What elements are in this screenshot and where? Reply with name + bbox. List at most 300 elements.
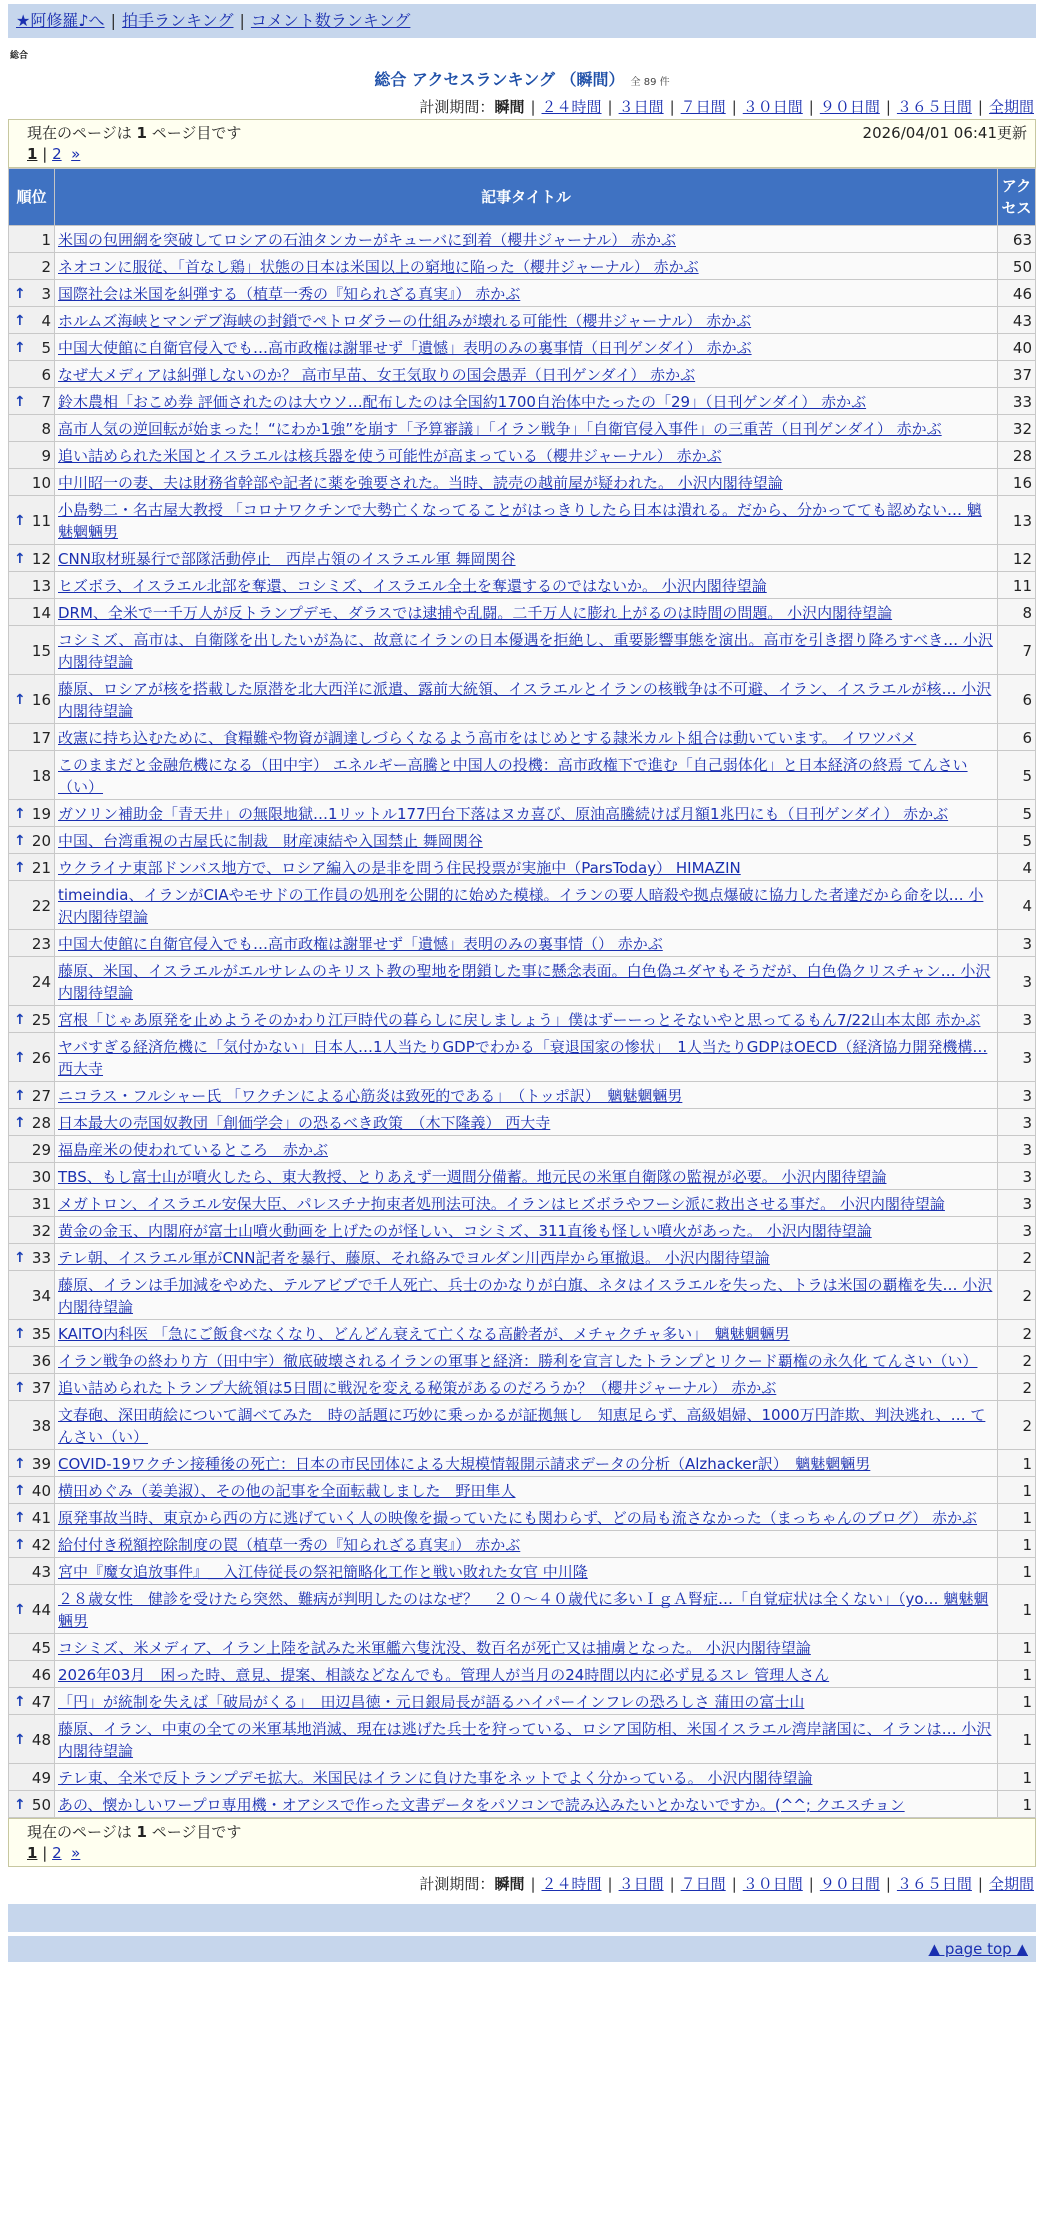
period-link-2[interactable]: ７日間 <box>680 1875 726 1893</box>
rank-cell <box>9 226 55 253</box>
article-link[interactable]: 改憲に持ち込むために、食糧難や物資が調達しづらくなるよう高市をはじめとする隷米カルト組合は動いています。 イワツバメ <box>58 729 917 747</box>
rank-number: 29 <box>31 1141 51 1159</box>
table-row <box>9 1585 1036 1634</box>
table-row <box>9 1634 1036 1661</box>
article-link[interactable]: ヒズボラ、イスラエル北部を奪還、コシミズ、イスラエル全土を奪還するのではないか。 小沢内閣待望論 <box>58 577 767 595</box>
access-count: 3 <box>998 1033 1036 1082</box>
rank-up-icon: ↑ <box>14 551 26 567</box>
title-cell <box>55 1320 998 1347</box>
title-cell <box>55 1634 998 1661</box>
rank-number: 36 <box>31 1352 51 1370</box>
rank-cell <box>9 1715 55 1764</box>
rank-cell <box>9 1190 55 1217</box>
col-title-header: 記事タイトル <box>55 169 998 226</box>
access-count: 1 <box>998 1477 1036 1504</box>
rank-cell <box>9 751 55 800</box>
table-row <box>9 1374 1036 1401</box>
period-separator: | <box>669 98 675 116</box>
article-link[interactable]: 小島勢二・名古屋大教授 「コロナワクチンで大勢亡くなってることがはっきりしたら日本は潰れる。だから、分かってても認めない… 魑魅魍魎男 <box>58 501 982 541</box>
access-count: 3 <box>998 1190 1036 1217</box>
title-cell <box>55 1271 998 1320</box>
rank-cell <box>9 1504 55 1531</box>
article-link[interactable]: 追い詰められたトランプ大統領は5日間に戦況を変える秘策があるのだろうか？（櫻井ジャーナル） 赤かぶ <box>58 1379 777 1397</box>
article-link[interactable]: イラン戦争の終わり方（田中宇）徹底破壊されるイランの軍事と経済：勝利を宣言したトランプとリクード覇権の永久化 てんさい（い） <box>58 1352 978 1370</box>
article-link[interactable]: あの、懐かしいワープロ専用機・オアシスで作った文書データをパソコンで読み込みたいとかないですか。(^^; クエスチョン <box>58 1796 905 1814</box>
title-cell <box>55 307 998 334</box>
rank-number: 25 <box>31 1011 51 1029</box>
table-row <box>9 442 1036 469</box>
article-link[interactable]: 「円」が統制を失えば「破局がくる」 田辺昌徳・元日銀局長が語るハイパーインフレの恐ろしさ 蒲田の富士山 <box>58 1693 805 1711</box>
col-access-header: アクセス <box>998 169 1036 226</box>
article-link[interactable]: 藤原、米国、イスラエルがエルサレムのキリスト教の聖地を閉鎖した事に懸念表面。白色偽ユダヤもそうだが、白色偽クリスチャン… 小沢内閣待望論 <box>58 962 991 1002</box>
article-link[interactable]: 原発事故当時、東京から西の方に逃げていく人の映像を撮っていたにも関わらず、どの局も流さなかった（まっちゃんのブログ） 赤かぶ <box>58 1509 978 1527</box>
access-count: 3 <box>998 1109 1036 1136</box>
title-cell <box>55 1401 998 1450</box>
article-link[interactable]: コシミズ、米メディア、イラン上陸を試みた米軍艦六隻沈没、数百名が死亡又は捕虜となった。 小沢内閣待望論 <box>58 1639 811 1657</box>
table-row <box>9 1347 1036 1374</box>
article-link[interactable]: ２８歳女性 健診を受けたら突然、難病が判明したのはなぜ？ ２０～４０歳代に多いＩｇＡ腎症…「自覚症状は全くない」（yo… 魑魅魍魎男 <box>58 1590 989 1630</box>
rank-cell <box>9 253 55 280</box>
rank-number: 38 <box>31 1417 51 1435</box>
next-page-link[interactable]: » <box>71 1844 81 1862</box>
article-link[interactable]: KAITO内科医 「急にご飯食べなくなり、どんどん衰えて亡くなる高齢者が、メチャクチャ多い」 魑魅魍魎男 <box>58 1325 790 1343</box>
title-cell <box>55 1688 998 1715</box>
title-cell <box>55 881 998 930</box>
rank-cell <box>9 1082 55 1109</box>
page-top-bar <box>8 1936 1036 1962</box>
rank-cell <box>9 599 55 626</box>
period-link-4[interactable]: ９０日間 <box>819 1875 880 1893</box>
access-count: 37 <box>998 361 1036 388</box>
title-cell <box>55 957 998 1006</box>
next-page-link[interactable]: » <box>71 145 81 163</box>
article-link[interactable]: コシミズ、高市は、自衛隊を出したいが為に、故意にイランの日本優遇を拒絶し、重要影響事態を演出。高市を引き摺り降ろすべき… 小沢内閣待望論 <box>58 631 993 671</box>
article-link[interactable]: テレ東、全米で反トランプデモ拡大。米国民はイランに負けた事をネットでよく分かっている。 小沢内閣待望論 <box>58 1769 813 1787</box>
title-cell <box>55 572 998 599</box>
period-separator: | <box>885 98 891 116</box>
page-2-link[interactable]: 2 <box>52 1844 62 1862</box>
rank-number: 21 <box>31 859 51 877</box>
rank-cell <box>9 280 55 307</box>
access-count: 7 <box>998 626 1036 675</box>
rank-cell <box>9 626 55 675</box>
table-row <box>9 545 1036 572</box>
title-cell <box>55 1661 998 1688</box>
rank-number: 35 <box>31 1325 51 1343</box>
access-count: 5 <box>998 827 1036 854</box>
rank-cell <box>9 442 55 469</box>
title-cell <box>55 1764 998 1791</box>
rank-cell <box>9 1244 55 1271</box>
rank-cell <box>9 827 55 854</box>
access-count: 1 <box>998 1558 1036 1585</box>
access-count: 1 <box>998 1791 1036 1818</box>
rank-up-icon: ↑ <box>14 1380 26 1396</box>
table-row <box>9 1163 1036 1190</box>
title-cell <box>55 1715 998 1764</box>
title-cell <box>55 1477 998 1504</box>
rank-number: 8 <box>41 420 51 438</box>
home-link[interactable]: ★阿修羅♪へ <box>16 11 105 30</box>
rank-cell <box>9 496 55 545</box>
article-link[interactable]: テレ朝、イスラエル軍がCNN記者を暴行、藤原、それ絡みでヨルダン川西岸から軍撤退。 小沢内閣待望論 <box>58 1249 770 1267</box>
nav-separator: | <box>239 11 245 30</box>
rank-up-icon: ↑ <box>14 1088 26 1104</box>
article-link[interactable]: なぜ大メディアは糾弾しないのか？ 高市早苗、女王気取りの国会愚弄（日刊ゲンダイ） 赤かぶ <box>58 366 696 384</box>
article-link[interactable]: timeindia、イランがCIAやモサドの工作員の処刑を公開的に始めた模様。イランの要人暗殺や拠点爆破に協力した者達だから命を以… 小沢内閣待望論 <box>58 886 984 926</box>
rank-cell <box>9 800 55 827</box>
article-link[interactable]: 黄金の金玉、内閣府が富士山噴火動画を上げたのが怪しい、コシミズ、311直後も怪しい噴火があった。 小沢内閣待望論 <box>58 1222 872 1240</box>
period-separator: | <box>885 1875 891 1893</box>
article-link[interactable]: TBS、もし富士山が噴火したら、東大教授、とりあえず一週間分備蓄。地元民の米軍自衛隊の監視が必要。 小沢内閣待望論 <box>58 1168 887 1186</box>
rank-cell <box>9 881 55 930</box>
period-separator: | <box>607 1875 613 1893</box>
rank-cell <box>9 415 55 442</box>
table-row <box>9 1006 1036 1033</box>
rank-cell <box>9 1163 55 1190</box>
rank-cell <box>9 1033 55 1082</box>
article-link[interactable]: COVID-19ワクチン接種後の死亡：日本の市民団体による大規模情報開示請求データの分析（Alzhacker訳） 魑魅魍魎男 <box>58 1455 871 1473</box>
article-link[interactable]: このままだと金融危機になる（田中宇） エネルギー高騰と中国人の投機：高市政権下で進む「自己弱体化」と日本経済の終焉 てんさい（い） <box>58 756 968 796</box>
title-cell <box>55 1136 998 1163</box>
rank-cell <box>9 1401 55 1450</box>
period-link-3[interactable]: ３０日間 <box>742 98 803 116</box>
rank-up-icon: ↑ <box>14 1732 26 1748</box>
article-link[interactable]: CNN取材班暴行で部隊活動停止 西岸占領のイスラエル軍 舞岡関谷 <box>58 550 516 568</box>
table-row <box>9 361 1036 388</box>
rank-number: 26 <box>31 1049 51 1067</box>
clap-ranking-link[interactable]: 拍手ランキング <box>121 11 234 30</box>
access-count: 5 <box>998 751 1036 800</box>
page-links: 1 | 2 » <box>27 145 81 163</box>
table-row <box>9 1401 1036 1450</box>
rank-cell <box>9 1791 55 1818</box>
rank-number: 47 <box>31 1693 51 1711</box>
article-link[interactable]: 給付付き税額控除制度の罠（植草一秀の『知られざる真実』） 赤かぶ <box>58 1536 521 1554</box>
table-row <box>9 1244 1036 1271</box>
title-cell <box>55 361 998 388</box>
rank-up-icon: ↑ <box>14 1694 26 1710</box>
article-link[interactable]: 宮根「じゃあ原発を止めようそのかわり江戸時代の暮らしに戻しましょう」僕はずーーっとそないやと思ってるもん7/22山本太郎 赤かぶ <box>58 1011 981 1029</box>
rank-cell <box>9 1450 55 1477</box>
period-current: 瞬間 <box>494 1875 525 1893</box>
rank-up-icon: ↑ <box>14 1510 26 1526</box>
rank-number: 34 <box>31 1287 51 1305</box>
updated-timestamp: 2026/04/01 06:41更新 <box>862 124 1027 142</box>
title-cell <box>55 1190 998 1217</box>
access-count: 1 <box>998 1450 1036 1477</box>
table-row <box>9 226 1036 253</box>
table-row <box>9 1477 1036 1504</box>
rank-cell <box>9 675 55 724</box>
article-link[interactable]: 福島産米の使われているところ 赤かぶ <box>58 1141 329 1159</box>
table-row <box>9 1558 1036 1585</box>
table-row <box>9 307 1036 334</box>
page-links: 1 | 2 » <box>27 1844 81 1862</box>
period-current: 瞬間 <box>494 98 525 116</box>
rank-cell <box>9 388 55 415</box>
article-link[interactable]: 中国大使館に自衛官侵入でも…高市政権は謝罪せず「遺憾」表明のみの裏事情（日刊ゲンダイ） 赤かぶ <box>58 339 752 357</box>
access-count: 5 <box>998 800 1036 827</box>
rank-up-icon: ↑ <box>14 1115 26 1131</box>
rank-number: 30 <box>31 1168 51 1186</box>
access-count: 2 <box>998 1374 1036 1401</box>
rank-cell <box>9 1688 55 1715</box>
article-link[interactable]: 中川昭一の妻、夫は財務省幹部や記者に薬を強要された。当時、読売の越前屋が疑われた。 小沢内閣待望論 <box>58 474 783 492</box>
access-count: 40 <box>998 334 1036 361</box>
rank-number: 40 <box>31 1482 51 1500</box>
rank-up-icon: ↑ <box>14 513 26 529</box>
comment-ranking-link[interactable]: コメント数ランキング <box>250 11 411 30</box>
rank-cell <box>9 1634 55 1661</box>
rank-number: 6 <box>41 366 51 384</box>
table-row <box>9 1450 1036 1477</box>
article-link[interactable]: メガトロン、イスラエル安保大臣、パレスチナ拘束者処刑法可決。イランはヒズボラやフーシ派に救出させる事だ。 小沢内閣待望論 <box>58 1195 945 1213</box>
item-count: 全 89 件 <box>630 77 670 88</box>
rank-up-icon: ↑ <box>14 692 26 708</box>
rank-up-icon: ↑ <box>14 1797 26 1813</box>
access-count: 3 <box>998 1082 1036 1109</box>
table-row <box>9 675 1036 724</box>
article-link[interactable]: 横田めぐみ（姜美淑）、その他の記事を全面転載しました 野田隼人 <box>58 1482 516 1500</box>
article-link[interactable]: 宮中『魔女追放事件』＿入江侍従長の祭祀簡略化工作と戦い敗れた女官 中川隆 <box>58 1563 588 1581</box>
access-count: 2 <box>998 1244 1036 1271</box>
article-link[interactable]: ホルムズ海峡とマンデブ海峡の封鎖でペトロダラーの仕組みが壊れる可能性（櫻井ジャーナル） 赤かぶ <box>58 312 752 330</box>
period-separator: | <box>731 98 737 116</box>
rank-cell <box>9 1558 55 1585</box>
title-cell <box>55 1374 998 1401</box>
article-link[interactable]: 高市人気の逆回転が始まった！“にわか1強”を崩す「予算審議」「イラン戦争」「自衛官侵入事件」の三重苦（日刊ゲンダイ） 赤かぶ <box>58 420 942 438</box>
rank-cell <box>9 469 55 496</box>
period-link-3[interactable]: ３０日間 <box>742 1875 803 1893</box>
rank-number: 9 <box>41 447 51 465</box>
rank-number: 20 <box>31 832 51 850</box>
rank-cell <box>9 1347 55 1374</box>
page <box>8 4 1036 1962</box>
access-count: 6 <box>998 675 1036 724</box>
table-row <box>9 253 1036 280</box>
period-link-2[interactable]: ７日間 <box>680 98 726 116</box>
rank-cell <box>9 1531 55 1558</box>
rank-cell <box>9 1585 55 1634</box>
article-link[interactable]: ニコラス・フルシャー氏 「ワクチンによる心筋炎は致死的である」 （トッポ訳） 魑魅魍魎男 <box>58 1087 683 1105</box>
access-count: 2 <box>998 1320 1036 1347</box>
article-link[interactable]: 中国、台湾重視の古屋氏に制裁 財産凍結や入国禁止 舞岡関谷 <box>58 832 483 850</box>
table-row <box>9 496 1036 545</box>
title-cell <box>55 1006 998 1033</box>
rank-cell <box>9 1136 55 1163</box>
period-link-4[interactable]: ９０日間 <box>819 98 880 116</box>
title-cell <box>55 724 998 751</box>
rank-up-icon: ↑ <box>14 1537 26 1553</box>
rank-number: 2 <box>41 258 51 276</box>
period-link-6[interactable]: 全期間 <box>988 98 1034 116</box>
article-link[interactable]: 文春砲、深田萌絵について調べてみた 時の話題に巧妙に乗っかるが証拠無し 知恵足らず、高級娼婦、1000万円詐欺、判決逃れ、… てんさい（い） <box>58 1406 986 1446</box>
rank-number: 33 <box>31 1249 51 1267</box>
rank-number: 17 <box>31 729 51 747</box>
title-cell <box>55 827 998 854</box>
rank-cell <box>9 1006 55 1033</box>
table-row <box>9 1271 1036 1320</box>
title-cell <box>55 1082 998 1109</box>
rank-cell <box>9 854 55 881</box>
rank-cell <box>9 1477 55 1504</box>
rank-number: 24 <box>31 973 51 991</box>
rank-number: 5 <box>41 339 51 357</box>
rank-cell <box>9 1374 55 1401</box>
rank-cell <box>9 1764 55 1791</box>
period-selector <box>8 96 1034 117</box>
period-link-0[interactable]: ２４時間 <box>541 1875 602 1893</box>
table-row <box>9 1033 1036 1082</box>
rank-up-icon: ↑ <box>14 1012 26 1028</box>
rank-cell <box>9 1661 55 1688</box>
rank-cell <box>9 1320 55 1347</box>
rank-up-icon: ↑ <box>14 1050 26 1066</box>
article-link[interactable]: 2026年03月 困った時、意見、提案、相談などなんでも。管理人が当月の24時間以内に必ず見るスレ 管理人さん <box>58 1666 830 1684</box>
page-2-link[interactable]: 2 <box>52 145 62 163</box>
access-count: 12 <box>998 545 1036 572</box>
period-link-6[interactable]: 全期間 <box>988 1875 1034 1893</box>
rank-up-icon: ↑ <box>14 806 26 822</box>
rank-number: 3 <box>41 285 51 303</box>
period-link-0[interactable]: ２４時間 <box>541 98 602 116</box>
access-count: 3 <box>998 1006 1036 1033</box>
article-link[interactable]: 中国大使館に自衛官侵入でも…高市政権は謝罪せず「遺憾」表明のみの裏事情（） 赤かぶ <box>58 935 663 953</box>
article-link[interactable]: 追い詰められた米国とイスラエルは核兵器を使う可能性が高まっている（櫻井ジャーナル） 赤かぶ <box>58 447 722 465</box>
access-count: 1 <box>998 1764 1036 1791</box>
article-link[interactable]: ヤバすぎる経済危機に「気付かない」日本人…1人当たりGDPでわかる「衰退国家の惨状」 1人当たりGDPはOECD（経済協力開発機構… 西大寺 <box>58 1038 988 1078</box>
table-row <box>9 957 1036 1006</box>
rank-number: 50 <box>31 1796 51 1814</box>
article-link[interactable]: ネオコンに服従、「首なし鶏」状態の日本は米国以上の窮地に陥った（櫻井ジャーナル） 赤かぶ <box>58 258 699 276</box>
title-cell <box>55 1244 998 1271</box>
rank-up-icon: ↑ <box>14 1483 26 1499</box>
table-row <box>9 1217 1036 1244</box>
access-count: 2 <box>998 1401 1036 1450</box>
access-count: 3 <box>998 930 1036 957</box>
access-count: 33 <box>998 388 1036 415</box>
current-page: 1 <box>27 1844 38 1862</box>
rank-up-icon: ↑ <box>14 1250 26 1266</box>
page-title <box>8 67 1036 90</box>
title-cell <box>55 930 998 957</box>
rank-number: 4 <box>41 312 51 330</box>
table-row <box>9 800 1036 827</box>
access-count: 32 <box>998 415 1036 442</box>
period-link-5[interactable]: ３６５日間 <box>896 1875 972 1893</box>
title-cell <box>55 751 998 800</box>
rank-number: 31 <box>31 1195 51 1213</box>
article-link[interactable]: 国際社会は米国を糾弾する（植草一秀の『知られざる真実』） 赤かぶ <box>58 285 521 303</box>
period-separator: | <box>607 98 613 116</box>
rank-number: 43 <box>31 1563 51 1581</box>
access-count: 43 <box>998 307 1036 334</box>
period-link-1[interactable]: ３日間 <box>618 98 664 116</box>
category-label: 総合 <box>10 51 29 61</box>
access-count: 63 <box>998 226 1036 253</box>
access-count: 1 <box>998 1661 1036 1688</box>
rank-number: 10 <box>31 474 51 492</box>
article-link[interactable]: 日本最大の売国奴教団「創価学会」の恐るべき政策 （木下隆義） 西大寺 <box>58 1114 551 1132</box>
period-link-5[interactable]: ３６５日間 <box>896 98 972 116</box>
rank-cell <box>9 1217 55 1244</box>
title-cell <box>55 442 998 469</box>
title-cell <box>55 415 998 442</box>
rank-cell <box>9 1271 55 1320</box>
table-row <box>9 854 1036 881</box>
title-cell <box>55 496 998 545</box>
article-link[interactable]: 米国の包囲網を突破してロシアの石油タンカーがキューバに到着（櫻井ジャーナル） 赤かぶ <box>58 231 676 249</box>
rank-up-icon: ↑ <box>14 394 26 410</box>
rank-number: 13 <box>31 577 51 595</box>
article-link[interactable]: 鈴木農相「おこめ券 評価されたのは大ウソ…配布したのは全国約1700自治体中たったの「29」（日刊ゲンダイ） 赤かぶ <box>58 393 867 411</box>
title-cell <box>55 1033 998 1082</box>
table-row <box>9 1715 1036 1764</box>
rank-number: 22 <box>31 897 51 915</box>
rank-cell <box>9 930 55 957</box>
access-count: 11 <box>998 572 1036 599</box>
rank-number: 42 <box>31 1536 51 1554</box>
col-rank-header: 順位 <box>9 169 55 226</box>
table-row <box>9 827 1036 854</box>
table-row <box>9 1764 1036 1791</box>
page-status: 現在のページは 1 ページ目です <box>27 1823 242 1841</box>
table-row <box>9 280 1036 307</box>
rank-number: 41 <box>31 1509 51 1527</box>
access-count: 1 <box>998 1585 1036 1634</box>
rank-number: 23 <box>31 935 51 953</box>
period-separator: | <box>731 1875 737 1893</box>
table-row <box>9 1688 1036 1715</box>
title-cell <box>55 1558 998 1585</box>
article-link[interactable]: ガソリン補助金「青天井」の無限地獄…1リットル177円台下落はヌカ喜び、原油高騰続けば月額1兆円にも（日刊ゲンダイ） 赤かぶ <box>58 805 949 823</box>
rank-cell <box>9 334 55 361</box>
article-link[interactable]: 藤原、ロシアが核を搭載した原潜を北大西洋に派遣、露前大統領、イスラエルとイランの核戦争は不可避、イラン、イスラエルが核… 小沢内閣待望論 <box>58 680 992 720</box>
article-link[interactable]: DRM、全米で一千万人が反トランプデモ、ダラスでは逮捕や乱闘。二千万人に膨れ上がるのは時間の問題。 小沢内閣待望論 <box>58 604 893 622</box>
access-count: 4 <box>998 881 1036 930</box>
rank-number: 39 <box>31 1455 51 1473</box>
access-count: 6 <box>998 724 1036 751</box>
rank-up-icon: ↑ <box>14 340 26 356</box>
period-link-1[interactable]: ３日間 <box>618 1875 664 1893</box>
rank-up-icon: ↑ <box>14 860 26 876</box>
rank-number: 18 <box>31 767 51 785</box>
title-cell <box>55 1531 998 1558</box>
article-link[interactable]: ウクライナ東部ドンバス地方で、ロシア編入の是非を問う住民投票が実施中（ParsToday） HIMAZIN <box>58 859 741 877</box>
period-separator: | <box>530 1875 536 1893</box>
title-cell <box>55 469 998 496</box>
title-cell <box>55 1791 998 1818</box>
table-row <box>9 334 1036 361</box>
access-count: 2 <box>998 1347 1036 1374</box>
period-label: 計測期間： <box>419 98 495 116</box>
rank-number: 11 <box>31 512 51 530</box>
title-cell <box>55 1109 998 1136</box>
title-cell <box>55 1163 998 1190</box>
rank-up-icon: ↑ <box>14 313 26 329</box>
table-row <box>9 626 1036 675</box>
title-cell <box>55 1585 998 1634</box>
title-cell <box>55 388 998 415</box>
article-link[interactable]: 藤原、イラン、中東の全ての米軍基地消滅、現在は逃げた兵士を狩っている、ロシア国防相、米国イスラエル湾岸諸国に、イランは… 小沢内閣待望論 <box>58 1720 992 1760</box>
period-separator: | <box>977 98 983 116</box>
rank-cell <box>9 545 55 572</box>
article-link[interactable]: 藤原、イランは手加減をやめた、テルアビブで千人死亡、兵士のかなりが白旗、ネタはイスラエルを失った、トラは米国の覇権を失… 小沢内閣待望論 <box>58 1276 993 1316</box>
page-top-link[interactable]: ▲ page top ▲ <box>928 1940 1028 1958</box>
access-count: 46 <box>998 280 1036 307</box>
title-cell <box>55 226 998 253</box>
